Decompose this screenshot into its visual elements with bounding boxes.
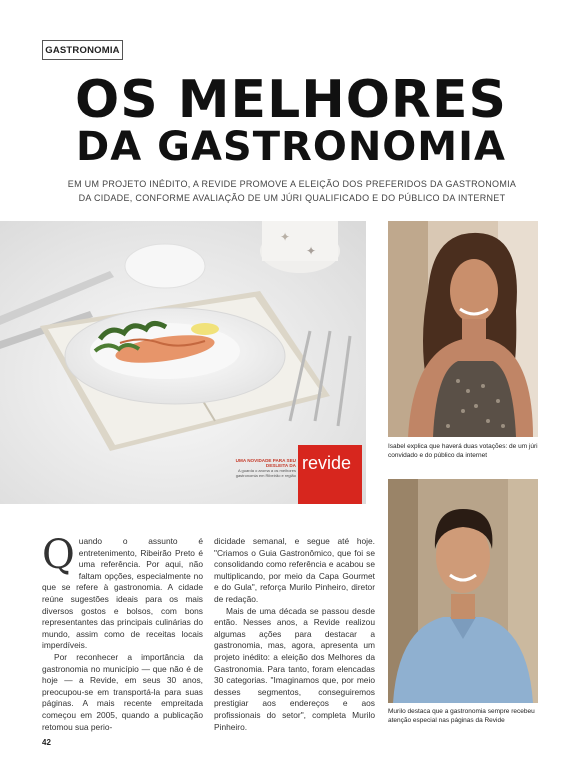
paragraph-text: uando o assunto é entretenimento, Ribeirão Preto é uma referência. Por aqui, não faltam opções, especialmente no que se refere à gastronomia. A cidade reúne sugestões ideais para os mais diversos gostos e bolsos, com bons representantes das principais culinárias do mundo, assim como de receitas locais imperdíveis. (42, 536, 203, 651)
caption-murilo: Murilo destaca que a gastronomia sempre recebeu atenção especial nas páginas da Revide (388, 708, 535, 724)
murilo-portrait (388, 479, 538, 703)
body-column-1 (42, 532, 203, 733)
revide-logo: revide (302, 453, 352, 473)
subtitle (42, 178, 542, 205)
paragraph (42, 532, 203, 652)
inset-caption-text: A guarda o aroma a os melhores gastronomia em Ribeirão e região (235, 468, 296, 478)
svg-text:✦: ✦ (306, 244, 317, 258)
body-column-2 (214, 536, 375, 733)
food-photo-illustration (0, 221, 366, 504)
subtitle-line-1: EM UM PROJETO INÉDITO, A REVIDE PROMOVE A ELEIÇÃO DOS PREFERIDOS DA GASTRONOMIA (67, 179, 517, 189)
headline-line-1: OS MELHORES (75, 70, 507, 130)
inset-caption (224, 458, 296, 478)
subtitle-line-2: DA CIDADE, CONFORME AVALIAÇÃO DE UM JÚRI QUALIFICADO E DO PÚBLICO DA INTERNET (78, 192, 506, 203)
caption-isabel: Isabel explica que haverá duas votações: de um júri convidado e do público da internet (388, 443, 538, 459)
murilo-photo (388, 479, 538, 703)
isabel-photo (388, 221, 538, 437)
svg-text:✦: ✦ (280, 230, 291, 244)
section-tag: GASTRONOMIA (42, 40, 123, 60)
paragraph: Mais de uma década se passou desde então. Nesses anos, a Revide realizou algumas ações para destacar a gastronomia, mas, agora, apresenta um projeto inédito: a eleição dos Melhores da Gastronomia. Para tanto, foram elencadas 30 categorias. "Imaginamos que, por meio desses segmentos, conseguiremos prestigiar aos endereços e aos profissionais do setor", completa Murilo Pinheiro. (214, 605, 375, 732)
inset-caption-title: UMA NOVIDADE PARA SEU DESLEITA DA (235, 458, 296, 468)
paragraph: Por reconhecer a importância da gastronomia no município — que não é de hoje — a Revide, em seus 30 anos, preocupou-se em transportá-la para suas páginas. A mais recente empreitada começou em 2005, quando a publicação retomou sua perio- (42, 651, 203, 732)
dropcap: Q (42, 532, 75, 578)
isabel-portrait (388, 221, 538, 437)
food-photo (0, 221, 366, 504)
page-number: 42 (42, 738, 51, 747)
headline-line-2: DA GASTRONOMIA (76, 124, 506, 170)
paragraph: dicidade semanal, e segue até hoje. "Criamos o Guia Gastronômico, que foi se consolidando como referência e acabou se multiplicando, por meio da Capa Gourmet e do Gula", reforça Murilo Pinheiro, diretor de redação. (214, 536, 375, 604)
